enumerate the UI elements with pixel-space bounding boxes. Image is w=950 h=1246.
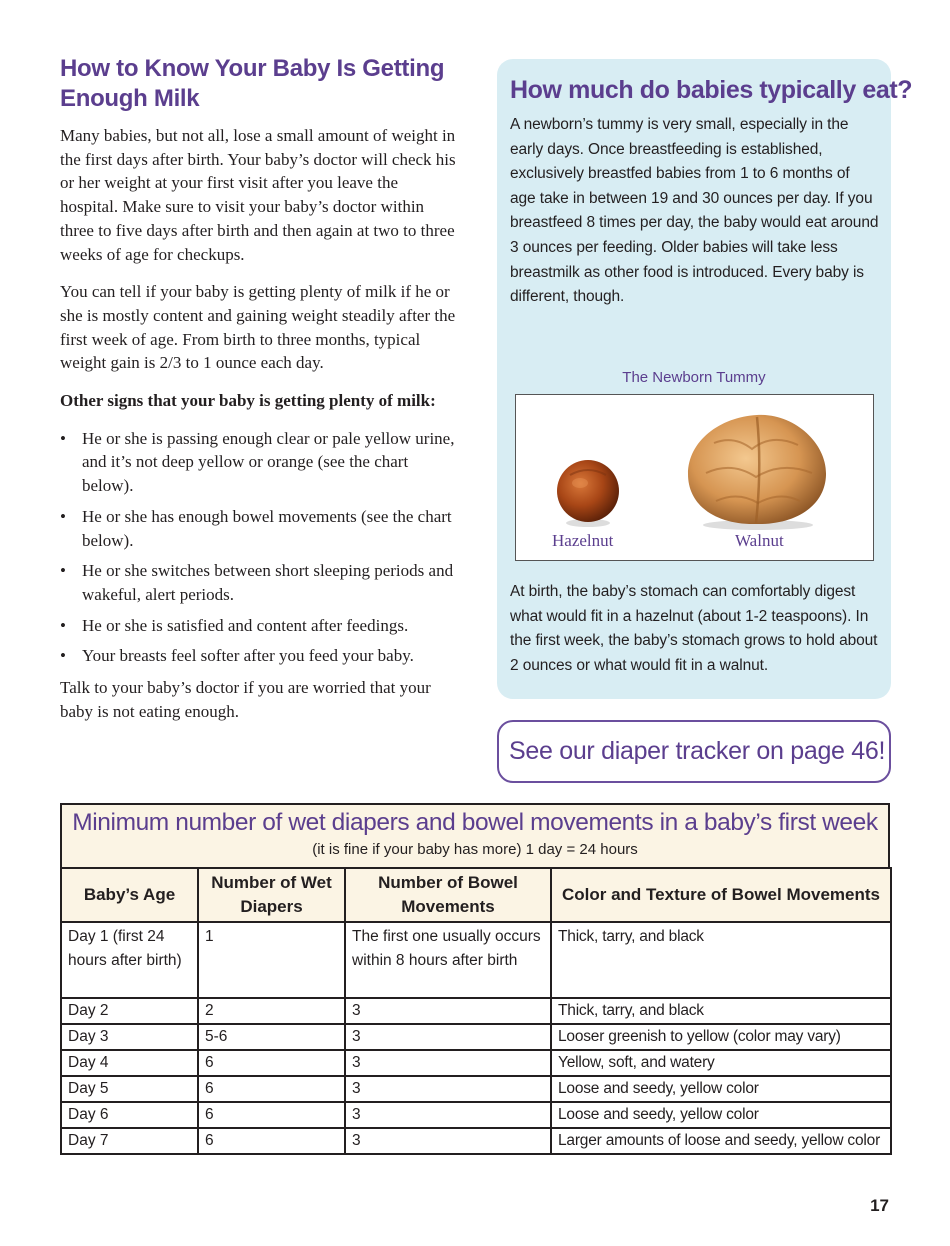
cell-wet-diapers: 6: [198, 1102, 345, 1128]
info-box-text: A newborn’s tummy is very small, especially in the early days. Once breastfeeding is established, exclusively breastfed babies from 1 to 6 months of age take in between 19 and 30 ounces per day. If you breastfeed 8 times per day, the baby would eat around 3 ounces per feeding. Older babies will take less breastmilk as other food is introduced. Every baby is different, though.: [510, 116, 879, 306]
table-header: [60, 803, 890, 867]
intro-paragraph: Many babies, but not all, lose a small amount of weight in the first days after birth. Your baby’s doctor will check his or her weight at your first visit after you leave the hospital. Make sure to visit your baby’s doctor within three to five days after birth and then again at two to three weeks of age for checkups.: [60, 126, 456, 264]
col-header-age: Baby’s Age: [61, 868, 198, 922]
table-row: [61, 1050, 891, 1076]
cell-age: Day 1 (first 24 hours after birth): [61, 922, 198, 998]
cell-wet-diapers: 1: [198, 922, 345, 998]
table-row: [61, 1076, 891, 1102]
cell-color-texture: Thick, tarry, and black: [551, 998, 891, 1024]
table-header-row: [61, 868, 891, 922]
cell-color-texture: Loose and seedy, yellow color: [551, 1076, 891, 1102]
cell-wet-diapers: 2: [198, 998, 345, 1024]
figure-caption: The Newborn Tummy: [622, 369, 766, 386]
table-title: Minimum number of wet diapers and bowel movements in a baby’s first week: [72, 809, 878, 836]
cell-color-texture: Loose and seedy, yellow color: [551, 1102, 891, 1128]
info-box-title: How much do babies typically eat?: [510, 76, 913, 104]
cell-age: Day 2: [61, 998, 198, 1024]
bullet-icon: •: [60, 561, 66, 581]
cell-bowel-movements: 3: [345, 1128, 551, 1154]
list-item: • He or she has enough bowel movements (see the chart below).: [60, 506, 452, 550]
cell-color-texture: Looser greenish to yellow (color may vary): [551, 1024, 891, 1050]
cell-bowel-movements: The first one usually occurs within 8 hours after birth: [345, 922, 551, 998]
cell-color-texture: Thick, tarry, and black: [551, 922, 891, 998]
cell-bowel-movements: 3: [345, 1024, 551, 1050]
cell-age: Day 4: [61, 1050, 198, 1076]
cell-bowel-movements: 3: [345, 1102, 551, 1128]
col-header-bowel-movements: Number of Bowel Movements: [345, 868, 551, 922]
diaper-table: [60, 803, 890, 1155]
stomach-size-text: At birth, the baby’s stomach can comfortably digest what would fit in a hazelnut (about 1-2 teaspoons). In the first week, the baby’s stomach grows to hold about 2 ounces or what would fit in a walnut.: [510, 583, 878, 674]
diaper-data-table: [60, 867, 892, 1155]
section-heading: How to Know Your Baby Is Getting Enough Milk: [60, 55, 445, 112]
bullet-icon: •: [60, 646, 66, 666]
table-row: [61, 1024, 891, 1050]
list-item: • He or she is passing enough clear or pale yellow urine, and it’s not deep yellow or orange (see the chart below).: [60, 428, 455, 496]
cell-bowel-movements: 3: [345, 1050, 551, 1076]
cell-age: Day 3: [61, 1024, 198, 1050]
cell-color-texture: Yellow, soft, and watery: [551, 1050, 891, 1076]
hazelnut-label: Hazelnut: [552, 531, 614, 550]
list-item: • He or she switches between short sleeping periods and wakeful, alert periods.: [60, 561, 454, 604]
table-row: [61, 922, 891, 998]
cell-age: Day 5: [61, 1076, 198, 1102]
list-item: • Your breasts feel softer after you feed your baby.: [60, 644, 458, 668]
feeding-info-box: [497, 59, 913, 699]
walnut-image: [682, 407, 832, 532]
bullet-icon: •: [60, 506, 66, 526]
table-row: [61, 1128, 891, 1154]
walnut-label: Walnut: [735, 531, 784, 550]
weight-gain-paragraph: You can tell if your baby is getting plenty of milk if he or she is mostly content and gaining weight steadily after the first week of age. From birth to three months, typical weight gain is 2/3 to 1 ounce each day.: [60, 282, 456, 373]
table-subtitle: (it is fine if your baby has more) 1 day = 24 hours: [312, 841, 638, 858]
col-header-color-texture: Color and Texture of Bowel Movements: [551, 868, 891, 922]
list-item: • He or she is satisfied and content after feedings.: [60, 614, 458, 638]
cell-bowel-movements: 3: [345, 998, 551, 1024]
closing-paragraph: Talk to your baby’s doctor if you are worried that your baby is not eating enough.: [60, 678, 431, 721]
cell-wet-diapers: 5-6: [198, 1024, 345, 1050]
left-column: [60, 54, 458, 737]
bullet-icon: •: [60, 615, 66, 635]
cell-wet-diapers: 6: [198, 1050, 345, 1076]
hazelnut-image: [550, 453, 626, 529]
signs-subheading: Other signs that your baby is getting plenty of milk:: [60, 391, 436, 411]
signs-list: [60, 427, 458, 668]
col-header-wet-diapers: Number of Wet Diapers: [198, 868, 345, 922]
cell-wet-diapers: 6: [198, 1128, 345, 1154]
page-number: 17: [870, 1196, 889, 1215]
newborn-tummy-figure: [515, 394, 874, 561]
cell-wet-diapers: 6: [198, 1076, 345, 1102]
table-row: [61, 998, 891, 1024]
cell-color-texture: Larger amounts of loose and seedy, yellow color: [551, 1128, 891, 1154]
cell-age: Day 7: [61, 1128, 198, 1154]
cell-age: Day 6: [61, 1102, 198, 1128]
cell-bowel-movements: 3: [345, 1076, 551, 1102]
diaper-tracker-callout: See our diaper tracker on page 46!: [497, 720, 891, 783]
bullet-icon: •: [60, 428, 66, 448]
table-row: [61, 1102, 891, 1128]
